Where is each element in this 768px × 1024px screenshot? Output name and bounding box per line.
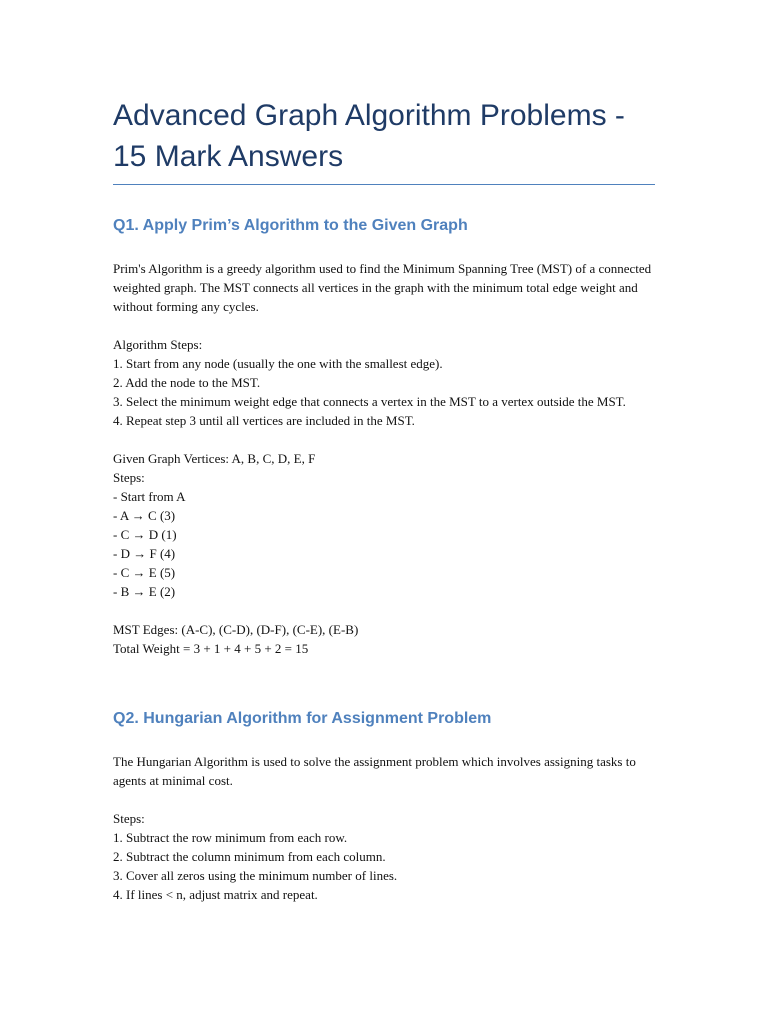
section-q2 xyxy=(113,708,655,904)
q1-step-item: 4. Repeat step 3 until all vertices are included in the MST. xyxy=(113,413,415,428)
q2-step-item: 1. Subtract the row minimum from each row. xyxy=(113,830,348,845)
q1-mst-edges: MST Edges: (A-C), (C-D), (D-F), (C-E), (E-B) xyxy=(113,622,359,637)
q2-intro: The Hungarian Algorithm is used to solve the assignment problem which involves assigning tasks to agents at minimal cost. xyxy=(113,754,636,788)
q1-worked-step: - C → E (5) xyxy=(113,565,176,580)
q1-intro: Prim's Algorithm is a greedy algorithm used to find the Minimum Spanning Tree (MST) of a connected weighted graph. The MST connects all vertices in the graph with the minimum total edge weight and without forming any cycles. xyxy=(113,261,652,314)
document-title: Advanced Graph Algorithm Problems - 15 Mark Answers xyxy=(113,95,655,185)
q2-step-item: 4. If lines < n, adjust matrix and repeat. xyxy=(113,887,318,902)
q1-step-item: 1. Start from any node (usually the one with the smallest edge). xyxy=(113,356,443,371)
q2-step-item: 3. Cover all zeros using the minimum number of lines. xyxy=(113,868,398,883)
q1-algorithm-steps xyxy=(113,335,655,430)
q1-heading: Q1. Apply Prim’s Algorithm to the Given Graph xyxy=(113,217,468,234)
q1-step-item: 3. Select the minimum weight edge that connects a vertex in the MST to a vertex outside the MST. xyxy=(113,394,626,409)
q2-step-item: 2. Subtract the column minimum from each column. xyxy=(113,849,386,864)
q1-worked-step: - C → D (1) xyxy=(113,527,177,542)
document-page xyxy=(113,95,655,904)
q1-total-weight: Total Weight = 3 + 1 + 4 + 5 + 2 = 15 xyxy=(113,641,309,656)
q1-worked-step: - B → E (2) xyxy=(113,584,176,599)
section-q1 xyxy=(113,215,655,658)
q1-vertices: Given Graph Vertices: A, B, C, D, E, F xyxy=(113,451,316,466)
q1-steps-label: Algorithm Steps: xyxy=(113,337,203,352)
q1-worked-label: Steps: xyxy=(113,470,145,485)
q1-worked-step: - A → C (3) xyxy=(113,508,176,523)
q1-worked-step: - D → F (4) xyxy=(113,546,176,561)
q1-result xyxy=(113,620,655,658)
q1-worked-example xyxy=(113,449,655,601)
q1-worked-step: - Start from A xyxy=(113,489,186,504)
q1-step-item: 2. Add the node to the MST. xyxy=(113,375,261,390)
q2-steps xyxy=(113,809,655,904)
q2-steps-label: Steps: xyxy=(113,811,145,826)
q2-heading: Q2. Hungarian Algorithm for Assignment Problem xyxy=(113,710,492,727)
